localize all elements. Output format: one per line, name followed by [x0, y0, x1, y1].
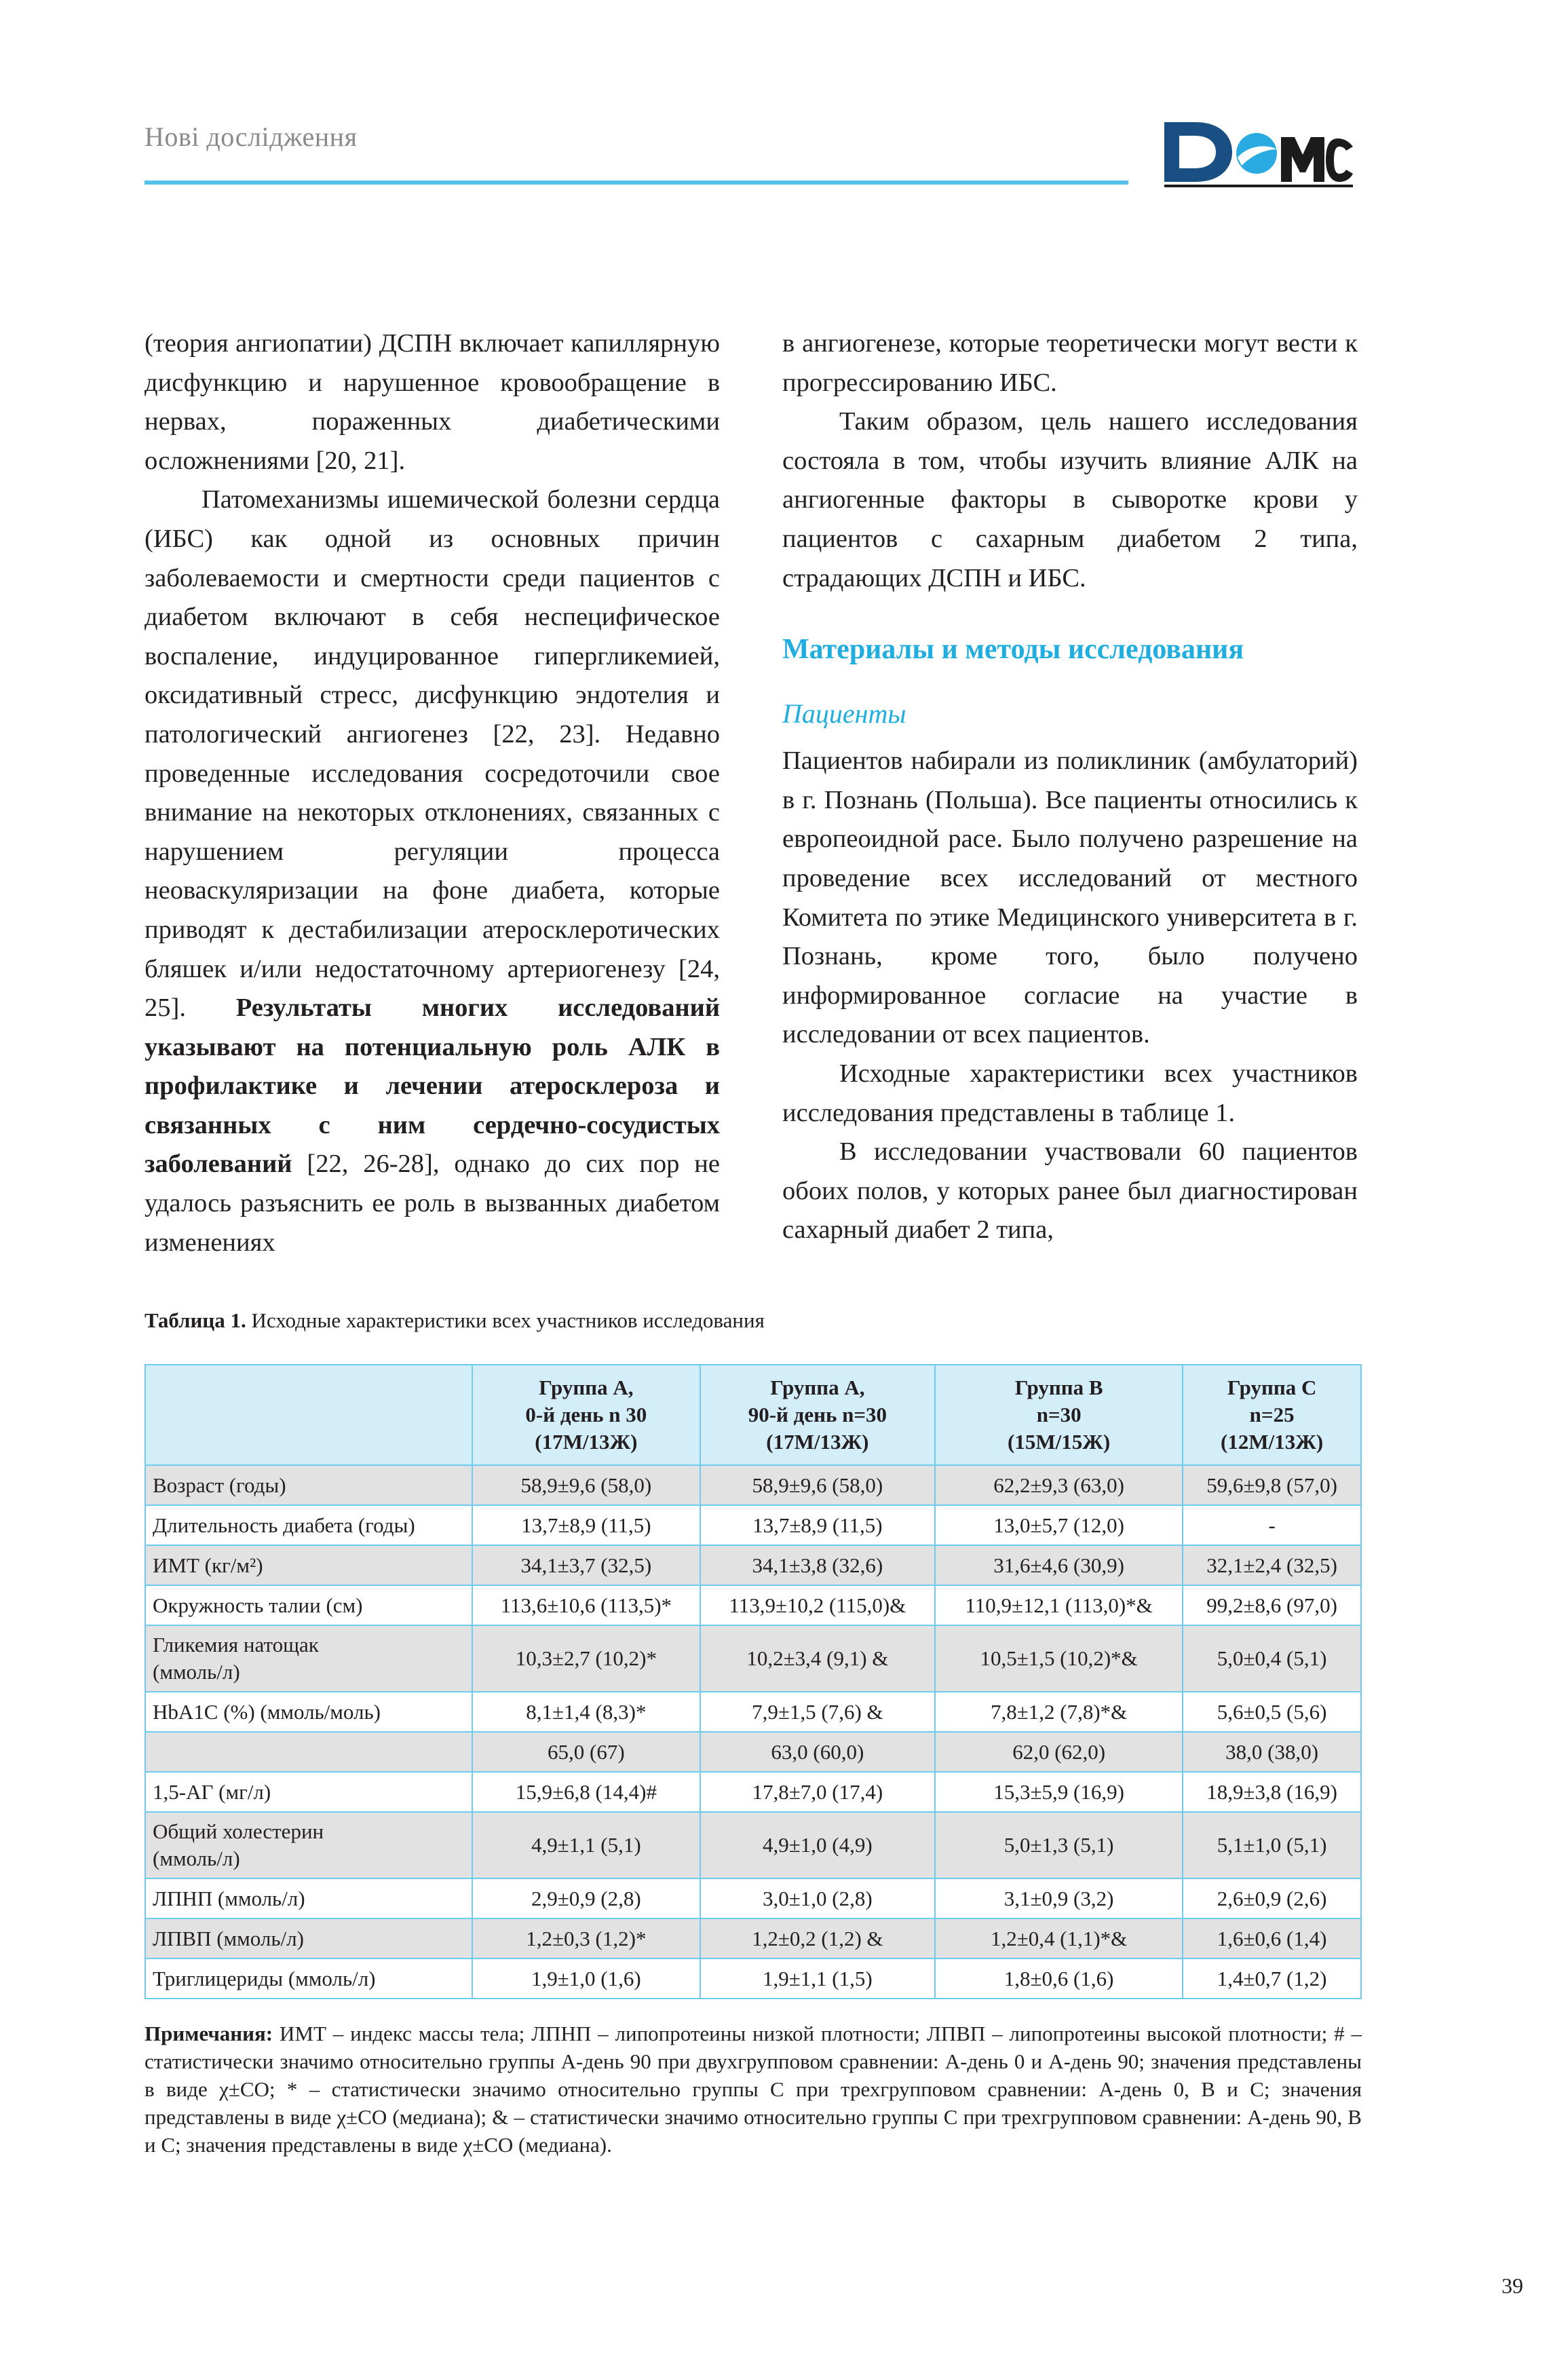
row-label-line: Длительность диабета (годы) — [153, 1513, 415, 1537]
left-paragraph-2 — [145, 480, 720, 1262]
left-paragraph-2-end: [22, 26-28], однако до сих пор не удалось разъяснить ее роль в вызванных диабетом изменениях — [145, 1150, 720, 1257]
table-row — [145, 1625, 1361, 1692]
table-caption — [145, 1307, 765, 1334]
table-row-label — [145, 1692, 472, 1732]
table-cell: 2,9±0,9 (2,8) — [472, 1878, 700, 1918]
header-line: n=30 — [1036, 1403, 1082, 1426]
table-cell: 10,2±3,4 (9,1) & — [700, 1625, 935, 1692]
table-row-label — [145, 1732, 472, 1772]
table-cell: 10,5±1,5 (10,2)*& — [935, 1625, 1183, 1692]
table-header-cell — [935, 1365, 1183, 1465]
table-cell: 63,0 (60,0) — [700, 1732, 935, 1772]
table-header-cell — [1183, 1365, 1361, 1465]
right-paragraph-2: Таким образом, цель нашего исследования состояла в том, чтобы изучить влияние АЛК на ангиогенные факторы в сыворотке крови у пациентов с сахарным диабетом 2 типа, страдающих ДСПН и ИБС. — [782, 407, 1358, 592]
logo-underline — [1164, 185, 1353, 187]
left-column — [145, 324, 720, 1262]
table-notes — [145, 2020, 1362, 2159]
table-row-label — [145, 1812, 472, 1878]
table-cell: 38,0 (38,0) — [1183, 1732, 1361, 1772]
table-cell: 15,3±5,9 (16,9) — [935, 1772, 1183, 1812]
row-label-line: 1,5-АГ (мг/л) — [153, 1779, 271, 1804]
table-cell: 1,9±1,0 (1,6) — [472, 1959, 700, 1999]
table-row-label — [145, 1465, 472, 1505]
right-column — [782, 324, 1358, 1250]
table-row-label — [145, 1959, 472, 1999]
table-cell: 5,6±0,5 (5,6) — [1183, 1692, 1361, 1732]
table-cell: 1,8±0,6 (1,6) — [935, 1959, 1183, 1999]
table-cell: 31,6±4,6 (30,9) — [935, 1545, 1183, 1585]
left-paragraph-2-bold: Результаты многих исследований указывают на потенциальную роль АЛК в профилактике и лечении атеросклероза и связанных с ним сердечно-сосудистых заболеваний — [145, 994, 720, 1179]
table-cell: 34,1±3,8 (32,6) — [700, 1545, 935, 1585]
table-body — [145, 1465, 1361, 1999]
table-row — [145, 1878, 1361, 1918]
table-cell: 65,0 (67) — [472, 1732, 700, 1772]
table-cell: 1,2±0,3 (1,2)* — [472, 1918, 700, 1959]
table-row-label — [145, 1505, 472, 1545]
row-label-line: Триглицериды (ммоль/л) — [153, 1966, 376, 1990]
table-cell: 8,1±1,4 (8,3)* — [472, 1692, 700, 1732]
table-cell: 34,1±3,7 (32,5) — [472, 1545, 700, 1585]
header-line: (17М/13Ж) — [766, 1430, 869, 1454]
table-row-label — [145, 1878, 472, 1918]
table-cell: 13,0±5,7 (12,0) — [935, 1505, 1183, 1545]
header-line: (15М/15Ж) — [1008, 1430, 1111, 1454]
section-title: Материалы и методы исследования — [782, 634, 1244, 666]
table-row — [145, 1692, 1361, 1732]
table-cell: 7,8±1,2 (7,8)*& — [935, 1692, 1183, 1732]
table-cell: 13,7±8,9 (11,5) — [700, 1505, 935, 1545]
table-cell: 5,0±1,3 (5,1) — [935, 1812, 1183, 1878]
table-corner-cell — [145, 1365, 472, 1465]
table-cell: 10,3±2,7 (10,2)* — [472, 1625, 700, 1692]
table-cell: 3,0±1,0 (2,8) — [700, 1878, 935, 1918]
row-label-line: HbA1C (%) (ммоль/моль) — [153, 1699, 381, 1724]
table-cell: 1,2±0,2 (1,2) & — [700, 1918, 935, 1959]
header-line: 90-й день n=30 — [748, 1403, 887, 1426]
table-cell: 13,7±8,9 (11,5) — [472, 1505, 700, 1545]
table-cell: 5,0±0,4 (5,1) — [1183, 1625, 1361, 1692]
page-number: 39 — [1502, 2273, 1523, 2298]
table-header-cell — [700, 1365, 935, 1465]
table-cell: 58,9±9,6 (58,0) — [700, 1465, 935, 1505]
table-cell: 62,0 (62,0) — [935, 1732, 1183, 1772]
characteristics-table — [145, 1364, 1362, 1999]
right-paragraph-4: Исходные характеристики всех участников исследования представлены в таблице 1. — [782, 1059, 1358, 1127]
logo-letter-d — [1164, 122, 1232, 182]
table-cell: 7,9±1,5 (7,6) & — [700, 1692, 935, 1732]
table-cell: 113,6±10,6 (113,5)* — [472, 1585, 700, 1625]
table-cell: 1,4±0,7 (1,2) — [1183, 1959, 1361, 1999]
table-caption-text: Исходные характеристики всех участников исследования — [246, 1308, 765, 1332]
row-label-line: ЛПНП (ммоль/л) — [153, 1886, 305, 1910]
table-cell: 4,9±1,0 (4,9) — [700, 1812, 935, 1878]
left-paragraph-2-start: Патомеханизмы ишемической болезни сердца (ИБС) как одной из основных причин заболеваемости и смертности среди пациентов с диабетом включают в себя неспецифическое воспаление, индуцированное гипергликемией, оксидативный стресс, дисфункцию эндотелия и патологический ангиогенез [22, 23]. Недавно проведенные исследования сосредоточили свое внимание на некоторых отклонениях, связанных с нарушением регуляции процесса неоваскуляризации на фоне диабета, которые приводят к дестабилизации атеросклеротических бляшек и/или недостаточному артериогенезу [24, 25]. — [145, 485, 720, 1023]
table-cell: 1,2±0,4 (1,1)*& — [935, 1918, 1183, 1959]
table-row — [145, 1812, 1361, 1878]
table-row — [145, 1545, 1361, 1585]
table-row-label — [145, 1625, 472, 1692]
table-header-cell — [472, 1365, 700, 1465]
table-cell: 99,2±8,6 (97,0) — [1183, 1585, 1361, 1625]
table-cell: 17,8±7,0 (17,4) — [700, 1772, 935, 1812]
row-label-line: ИМТ (кг/м²) — [153, 1553, 263, 1577]
table-row — [145, 1505, 1361, 1545]
table-cell: 1,6±0,6 (1,4) — [1183, 1918, 1361, 1959]
table-row — [145, 1585, 1361, 1625]
table-cell: 4,9±1,1 (5,1) — [472, 1812, 700, 1878]
table-row — [145, 1772, 1361, 1812]
header-line: (12М/13Ж) — [1221, 1430, 1324, 1454]
table-row-label — [145, 1545, 472, 1585]
table-row — [145, 1918, 1361, 1959]
header-line: n=25 — [1249, 1403, 1295, 1426]
row-label-line: (ммоль/л) — [153, 1660, 240, 1684]
table-row-label — [145, 1585, 472, 1625]
row-label-line: ЛПВП (ммоль/л) — [153, 1926, 304, 1950]
journal-logo — [1162, 115, 1354, 189]
header-line: (17М/13Ж) — [535, 1430, 638, 1454]
right-paragraph-1: в ангиогенезе, которые теоретически могут вести к прогрессированию ИБС. — [782, 329, 1358, 397]
running-header: Нові дослідження — [145, 121, 358, 152]
table-row-label — [145, 1772, 472, 1812]
table-cell: 18,9±3,8 (16,9) — [1183, 1772, 1361, 1812]
row-label-line: (ммоль/л) — [153, 1847, 240, 1870]
header-line: Группа А, — [770, 1376, 865, 1399]
header-rule — [145, 181, 1128, 185]
subsection-title: Пациенты — [782, 698, 906, 730]
logo-letter-c — [1326, 138, 1353, 182]
row-label-line: Возраст (годы) — [153, 1473, 286, 1497]
table-cell: 113,9±10,2 (115,0)& — [700, 1585, 935, 1625]
table-cell: 62,2±9,3 (63,0) — [935, 1465, 1183, 1505]
table-cell: 3,1±0,9 (3,2) — [935, 1878, 1183, 1918]
table-cell: 59,6±9,8 (57,0) — [1183, 1465, 1361, 1505]
table-row — [145, 1465, 1361, 1505]
table-cell: 1,9±1,1 (1,5) — [700, 1959, 935, 1999]
row-label-line: Гликемия натощак — [153, 1633, 319, 1657]
header-line: Группа А, — [539, 1376, 634, 1399]
left-paragraph-1: (теория ангиопатии) ДСПН включает капиллярную дисфункцию и нарушенное кровообращение в нервах, пораженных диабетическими осложнениями [20, 21]. — [145, 329, 720, 475]
table-cell: 110,9±12,1 (113,0)*& — [935, 1585, 1183, 1625]
table-row — [145, 1732, 1361, 1772]
right-paragraph-3: Пациентов набирали из поликлиник (амбулаторий) в г. Познань (Польша). Все пациенты относились к европеоидной расе. Было получено разрешение на проведение всех исследований от местного Комитета по этике Медицинского университета в г. Познань, кроме того, было получено информированное согласие на участие в исследовании от всех пациентов. — [782, 746, 1358, 1049]
table-cell: - — [1183, 1505, 1361, 1545]
header-line: 0-й день n 30 — [525, 1403, 647, 1426]
logo-letter-m — [1281, 137, 1324, 182]
table-cell: 32,1±2,4 (32,5) — [1183, 1545, 1361, 1585]
table-cell: 15,9±6,8 (14,4)# — [472, 1772, 700, 1812]
table-cell: 5,1±1,0 (5,1) — [1183, 1812, 1361, 1878]
table-row-label — [145, 1918, 472, 1959]
table-header-row — [145, 1365, 1361, 1465]
table-caption-label: Таблица 1. — [145, 1308, 246, 1332]
notes-text: ИМТ – индекс массы тела; ЛПНП – липопротеины низкой плотности; ЛПВП – липопротеины высокой плотности; # – статистически значимо относительно группы А-день 90 при двухгрупповом сравнении: А-день 0 и А-день 90; значения представлены в виде χ±СО; * – статистически значимо относительно группы С при трехгрупповом сравнении: А-день 0, В и С; значения представлены в виде χ±СО (медиана); & – статистически значимо относительно группы С при трехгрупповом сравнении: А-день 90, В и С; значения представлены в виде χ±СО (медиана). — [145, 2022, 1362, 2157]
table-row — [145, 1959, 1361, 1999]
table-cell: 58,9±9,6 (58,0) — [472, 1465, 700, 1505]
table-cell: 2,6±0,9 (2,6) — [1183, 1878, 1361, 1918]
notes-label: Примечания: — [145, 2022, 273, 2045]
row-label-line: Окружность талии (см) — [153, 1593, 363, 1617]
header-line: Группа В — [1014, 1376, 1103, 1399]
row-label-line: Общий холестерин — [153, 1819, 324, 1843]
right-paragraph-5: В исследовании участвовали 60 пациентов обоих полов, у которых ранее был диагностирован сахарный диабет 2 типа, — [782, 1137, 1358, 1245]
header-line: Группа С — [1227, 1376, 1317, 1399]
